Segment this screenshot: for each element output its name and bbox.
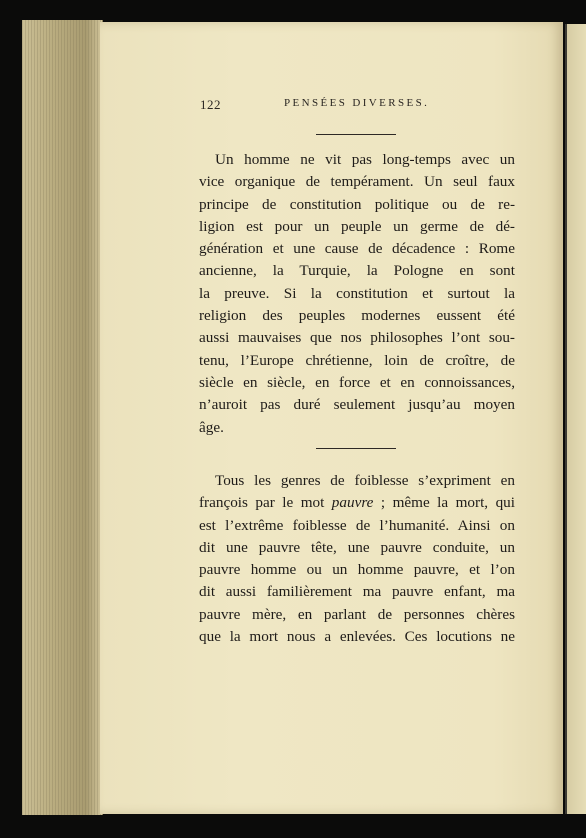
page-number: 122 [200,97,221,112]
text-line: dit une pauvre tête, une pauvre conduite, un [199,538,515,556]
text-line: dit aussi familièrement ma pauvre enfant, ma [199,583,515,601]
text-line: religion des peuples modernes eussent été [199,307,515,325]
text-line: pauvre homme ou un homme pauvre, et l’on [199,561,515,579]
paragraph-2 [199,470,515,648]
text-line: principe de constitution politique ou de re- [199,195,515,213]
text-line: tenu, l’Europe chrétienne, loin de croître, de [199,351,515,369]
running-head: PENSÉES DIVERSES. [284,97,430,109]
page-header [200,97,520,115]
text-line: génération et une cause de décadence : Rome [199,240,515,258]
text-line: ancienne, la Turquie, la Pologne en sont [199,262,515,280]
text-line: la preuve. Si la constitution et surtout la [199,284,515,302]
text-line: que la mort nous a enlevées. Ces locutions ne [199,628,515,646]
text-line: Un homme ne vit pas long-temps avec un [215,151,515,168]
text-line: vice organique de tempérament. Un seul faux [199,173,515,191]
facing-page-edge [565,24,586,814]
text-line: ligion est pour un peuple un germe de dé- [199,217,515,235]
text-line: pauvre mère, en parlant de personnes chères [199,605,515,623]
text-line: est l’extrême foiblesse de l’humanité. Ainsi on [199,516,515,534]
text-line: Tous les genres de foiblesse s’expriment en [215,472,515,489]
text-line: n’auroit pas duré seulement jusqu’au moyen [199,396,515,414]
text-line: âge. [199,418,224,436]
text-line: françois par le mot pauvre ; même la mort, qui [199,494,515,512]
top-rule [316,134,396,135]
section-rule [316,448,396,449]
page-edges [22,20,103,815]
text-line: siècle en siècle, en force et en connoissances, [199,373,515,391]
text-line: aussi mauvaises que nos philosophes l’ont sou- [199,329,515,347]
paragraph-1 [199,149,515,439]
